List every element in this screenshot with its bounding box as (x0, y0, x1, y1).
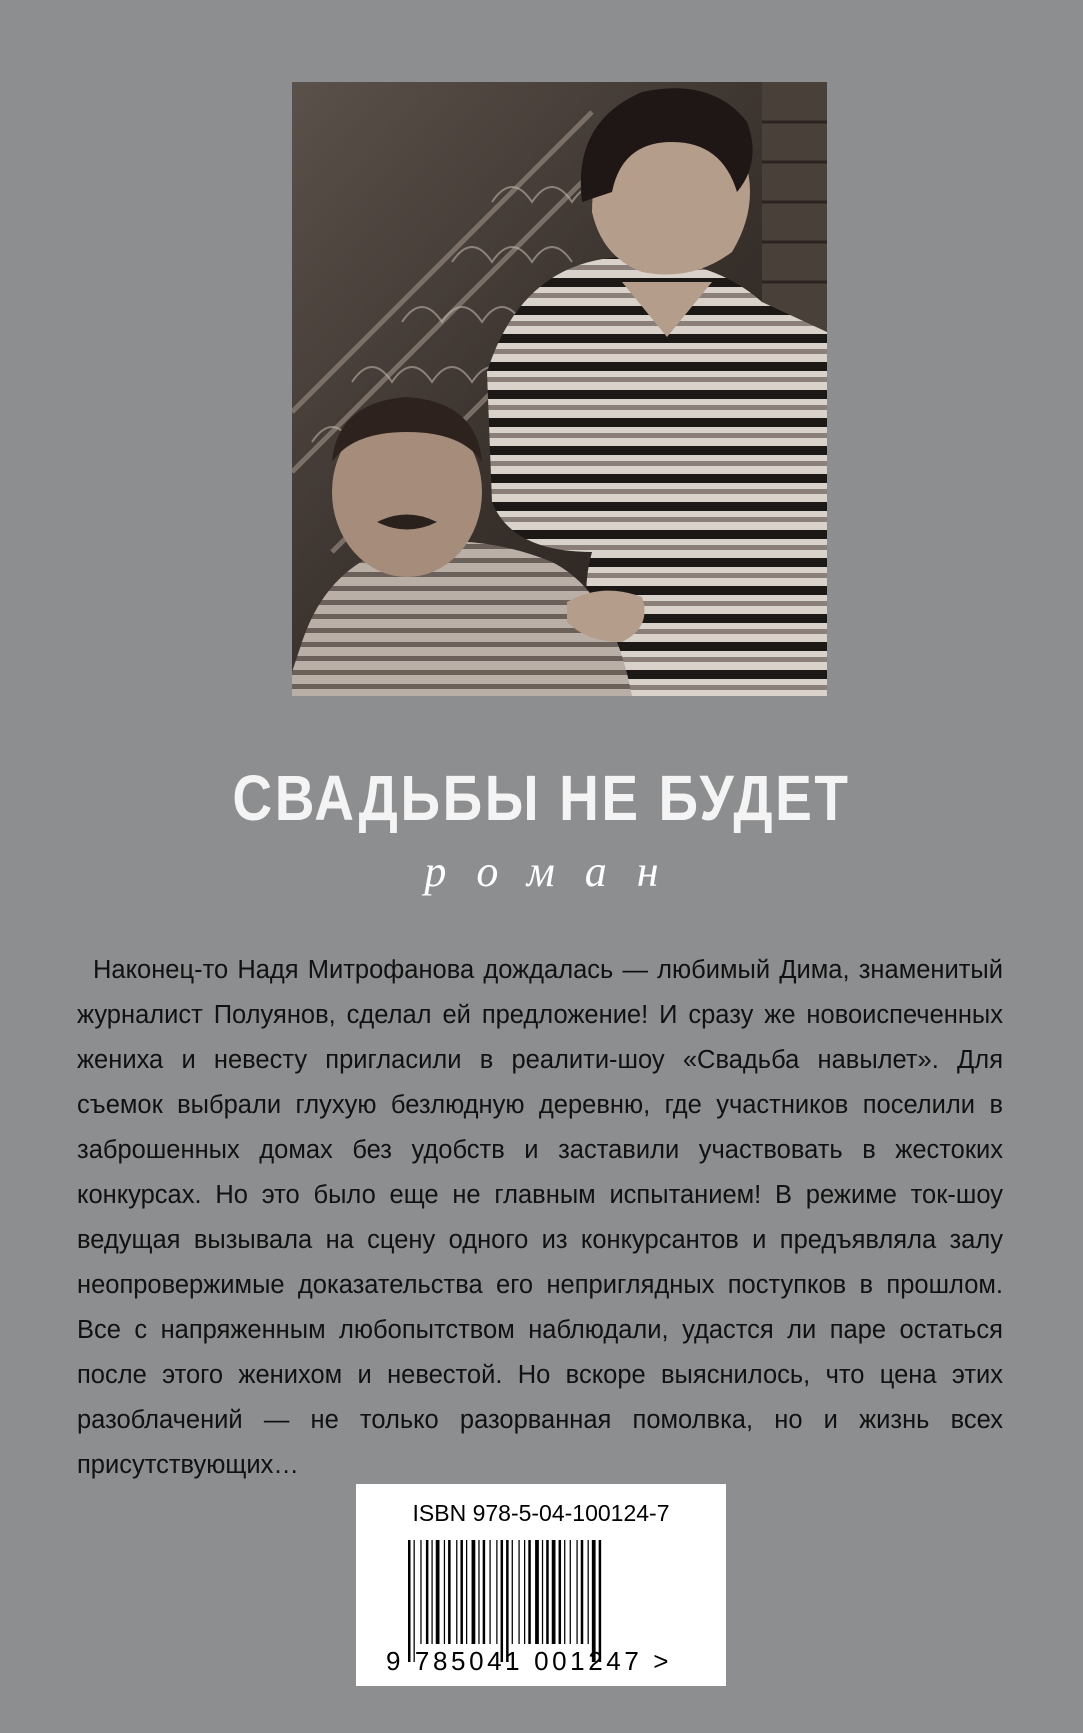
isbn-label: ISBN 978-5-04-100124-7 (412, 1500, 670, 1526)
author-photo-image (292, 82, 827, 696)
book-genre: роман (424, 847, 689, 896)
book-title: СВАДЬБЫ НЕ БУДЕТ (232, 762, 851, 834)
book-annotation: Наконец-то Надя Митрофанова дождалась — любимый Дима, знаменитый журналист Полуянов, сделал ей предложение! И сразу же новоиспеченных жениха и невесту пригласили в реалити-шоу «Свадьба навылет». Для съемок выбрали глухую безлюдную деревню, где участников поселили в заброшенных домах без удобств и заставили участвовать в жестоких конкурсах. Но это было еще не главным испытанием! В режиме ток-шоу ведущая вызывала на сцену одного из конкурсантов и предъявляла залу неопровержимые доказательства его неприглядных поступков в прошлом. Все с напряженным любопытством наблюдали, удастся ли паре остаться после этого женихом и невестой. Но вскоре выяснилось, что цена этих разоблачений — не только разорванная помолвка, но и жизнь всех присутствующих… (77, 956, 1003, 1479)
author-photo (292, 82, 827, 696)
barcode-block (356, 1484, 726, 1686)
ean-digits: 9 785041 001247 > (386, 1646, 673, 1676)
barcode-bars (408, 1540, 676, 1662)
